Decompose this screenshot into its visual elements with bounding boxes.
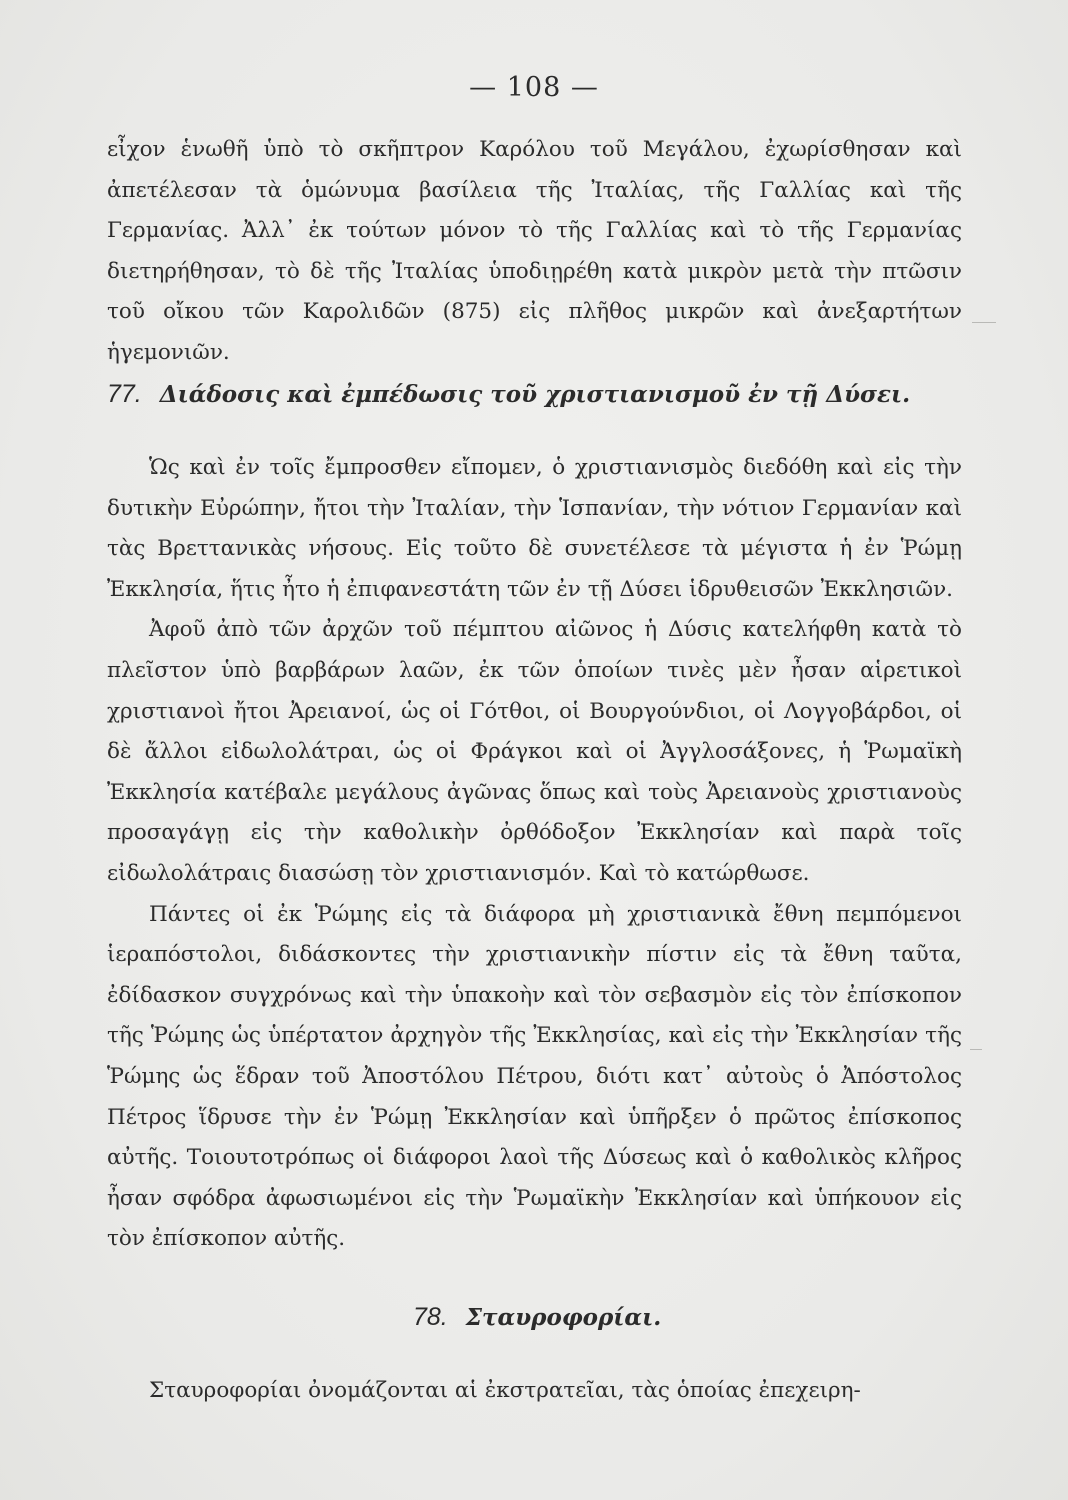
intro-text-block [107, 130, 962, 374]
section-77-heading [107, 380, 910, 409]
section-77-paragraph-2: Ἀφοῦ ἀπὸ τῶν ἀρχῶν τοῦ πέμπτου αἰῶνος ἡ Δύσις κατελήφθη κατὰ τὸ πλεῖστον ὑπὸ βαρβάρων λαῶν, ἐκ τῶν ὁποίων τινὲς μὲν ἦσαν αἱρετικοὶ χριστιανοὶ ἤτοι Ἀρειανοί, ὡς οἱ Γότθοι, οἱ Βουργούνδιοι, οἱ Λογγοβάρδοι, οἱ δὲ ἄλλοι εἰδωλολάτραι, ὡς οἱ Φράγκοι καὶ οἱ Ἀγγλοσάξονες, ἡ Ῥωμαϊκὴ Ἐκκλησία κατέβαλε μεγάλους ἀγῶνας ὅπως καὶ τοὺς Ἀρειανοὺς χριστιανοὺς προσαγάγῃ εἰς τὴν καθολικὴν ὀρθόδοξον Ἐκκλησίαν καὶ παρὰ τοῖς εἰδωλολάτραις διασώσῃ τὸν χριστιανισμόν. Καὶ τὸ κατώρθωσε. [107, 617, 962, 886]
section-78-heading [413, 1303, 661, 1332]
margin-line-mark [970, 1049, 982, 1050]
section-77-body [107, 448, 962, 1260]
page-number: — 108 — [469, 72, 599, 103]
section-77-title: Διάδοσις καὶ ἐμπέδωσις τοῦ χριστιανισμοῦ ἐν τῇ Δύσει. [159, 381, 911, 408]
section-78-paragraph-1: Σταυροφορίαι ὀνομάζονται αἱ ἐκστρατεῖαι, τὰς ὁποίας ἐπεχειρη- [149, 1378, 861, 1403]
section-78-body [107, 1371, 962, 1412]
section-78-number: 78. [413, 1303, 448, 1331]
section-78-title: Σταυροφορίαι. [465, 1304, 662, 1331]
section-77-number: 77. [107, 380, 142, 408]
intro-paragraph: εἶχον ἑνωθῆ ὑπὸ τὸ σκῆπτρον Καρόλου τοῦ Μεγάλου, ἐχωρίσθησαν καὶ ἀπετέλεσαν τὰ ὁμώνυμα βασίλεια τῆς Ἰταλίας, τῆς Γαλλίας καὶ τῆς Γερμανίας. Ἀλλ᾿ ἐκ τούτων μόνον τὸ τῆς Γαλλίας καὶ τὸ τῆς Γερμανίας διετηρήθησαν, τὸ δὲ τῆς Ἰταλίας ὑποδιῃρέθη κατὰ μικρὸν μετὰ τὴν πτῶσιν τοῦ οἴκου τῶν Καρολιδῶν (875) εἰς πλῆθος μικρῶν καὶ ἀνεξαρτήτων ἡγεμονιῶν. [107, 137, 962, 365]
section-77-paragraph-3: Πάντες οἱ ἐκ Ῥώμης εἰς τὰ διάφορα μὴ χριστιανικὰ ἔθνη πεμπόμενοι ἱεραπόστολοι, διδάσκοντες τὴν χριστιανικὴν πίστιν εἰς τὰ ἔθνη ταῦτα, ἐδίδασκον συγχρόνως καὶ τὴν ὑπακοὴν καὶ τὸν σεβασμὸν εἰς τὸν ἐπίσκοπον τῆς Ῥώμης ὡς ὑπέρτατον ἀρχηγὸν τῆς Ἐκκλησίας, καὶ εἰς τὴν Ἐκκλησίαν τῆς Ῥώμης ὡς ἕδραν τοῦ Ἀποστόλου Πέτρου, διότι κατ᾿ αὐτοὺς ὁ Ἀπόστολος Πέτρος ἵδρυσε τὴν ἐν Ῥώμῃ Ἐκκλησίαν καὶ ὑπῆρξεν ὁ πρῶτος ἐπίσκοπος αὐτῆς. Τοιουτοτρόπως οἱ διάφοροι λαοὶ τῆς Δύσεως καὶ ὁ καθολικὸς κλῆρος ἦσαν σφόδρα ἀφωσιωμένοι εἰς τὴν Ῥωμαϊκὴν Ἐκκλησίαν καὶ ὑπήκουον εἰς τὸν ἐπίσκοπον αὐτῆς. [107, 901, 962, 1252]
margin-line-mark [972, 322, 996, 323]
section-77-paragraph-1: Ὡς καὶ ἐν τοῖς ἔμπροσθεν εἴπομεν, ὁ χριστιανισμὸς διεδόθη καὶ εἰς τὴν δυτικὴν Εὐρώπην, ἤτοι τὴν Ἰταλίαν, τὴν Ἱσπανίαν, τὴν νότιον Γερμανίαν καὶ τὰς Βρεττανικὰς νήσους. Εἰς τοῦτο δὲ συνετέλεσε τὰ μέγιστα ἡ ἐν Ῥώμῃ Ἐκκλησία, ἥτις ἦτο ἡ ἐπιφανεστάτη τῶν ἐν τῇ Δύσει ἱδρυθεισῶν Ἐκκλησιῶν. [107, 455, 962, 602]
